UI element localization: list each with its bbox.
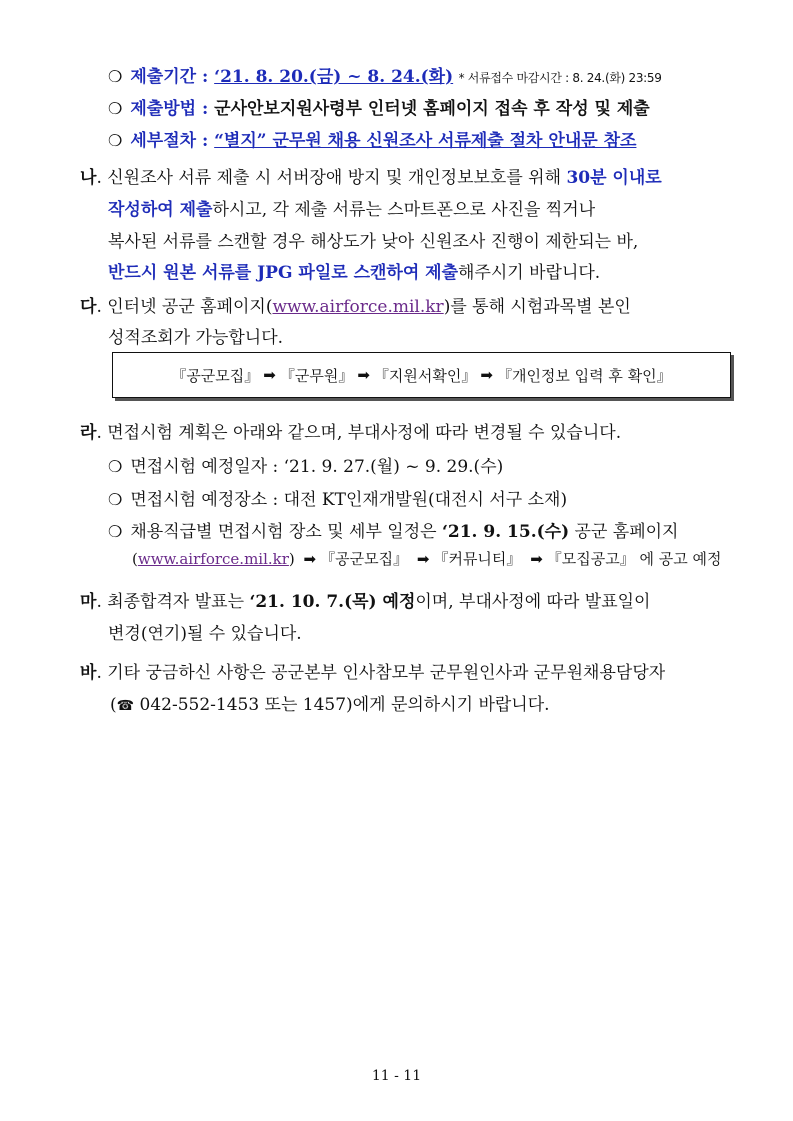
na-text-3: 복사된 서류를 스캔할 경우 해상도가 낮아 신원조사 진행이 제한되는 바, bbox=[108, 232, 639, 252]
na-text-4: 해주시기 바랍니다. bbox=[458, 263, 601, 283]
schedule-text-post: 공군 홈페이지 bbox=[569, 522, 679, 542]
section-marker-ra: 라 bbox=[80, 423, 97, 443]
ba-text-2: 042-552-1453 또는 1457)에게 문의하시기 바랍니다. bbox=[134, 695, 550, 715]
na-line-1 bbox=[80, 163, 662, 188]
section-marker-na: 나 bbox=[80, 168, 97, 188]
da-text-1-pre: . 인터넷 공군 홈페이지( bbox=[96, 297, 273, 317]
circle-bullet-icon: ❍ bbox=[108, 522, 123, 541]
detail-procedure-label: 세부절차 : bbox=[130, 131, 215, 151]
nav-step-community: 『커뮤니티』 bbox=[433, 550, 522, 568]
airforce-homepage-link[interactable]: www.airforce.mil.kr bbox=[272, 297, 444, 317]
na-bold-2: 작성하여 제출 bbox=[108, 200, 213, 220]
na-bold-1: 30분 이내로 bbox=[566, 168, 662, 188]
na-text-1: . 신원조사 서류 제출 시 서버장애 방지 및 개인정보보호를 위해 bbox=[96, 168, 567, 188]
interview-schedule-line bbox=[108, 517, 678, 542]
submission-method-value: 군사안보지원사령부 인터넷 홈페이지 접속 후 작성 및 제출 bbox=[214, 99, 650, 119]
navigation-path-box bbox=[112, 352, 731, 398]
na-line-4 bbox=[108, 258, 600, 283]
circle-bullet-icon: ❍ bbox=[108, 490, 123, 509]
nav-step-application-check: 『지원서확인』 bbox=[373, 366, 477, 385]
circle-bullet-icon: ❍ bbox=[108, 457, 123, 476]
circle-bullet-icon: ❍ bbox=[108, 131, 123, 150]
circle-bullet-icon: ❍ bbox=[108, 99, 123, 118]
da-text-2: 성적조회가 가능합니다. bbox=[108, 328, 284, 348]
interview-place-text: 면접시험 예정장소 : 대전 KT인재개발원(대전시 서구 소재) bbox=[130, 490, 568, 510]
right-arrow-icon: ➡ bbox=[480, 366, 493, 384]
ba-text-1: . 기타 궁금하신 사항은 공군본부 인사참모부 군무원인사과 군무원채용담당자 bbox=[96, 663, 666, 683]
submission-period-value: ‘21. 8. 20.(금) ~ 8. 24.(화) bbox=[214, 67, 454, 87]
da-line-1 bbox=[80, 292, 631, 317]
circle-bullet-icon: ❍ bbox=[108, 67, 123, 86]
ma-line-1 bbox=[80, 587, 650, 612]
nav-step-notice: 『모집공고』 bbox=[546, 550, 635, 568]
interview-place-line bbox=[108, 485, 567, 510]
schedule-text-pre: 채용직급별 면접시험 장소 및 세부 일정은 bbox=[130, 522, 442, 542]
nav-step-recruit-2: 『공군모집』 bbox=[320, 550, 409, 568]
right-arrow-icon: ➡ bbox=[303, 550, 317, 568]
detail-procedure-value: “별지” 군무원 채용 신원조사 서류제출 절차 안내문 참조 bbox=[214, 131, 637, 151]
submission-period-line bbox=[108, 62, 662, 87]
schedule-date: ‘21. 9. 15.(수) bbox=[441, 522, 570, 542]
right-arrow-icon: ➡ bbox=[263, 366, 276, 384]
ra-text-1: . 면접시험 계획은 아래와 같으며, 부대사정에 따라 변경될 수 있습니다. bbox=[96, 423, 622, 443]
nav-step-enter-info: 『개인정보 입력 후 확인』 bbox=[496, 366, 672, 385]
ma-text-pre: . 최종합격자 발표는 bbox=[96, 592, 250, 612]
schedule-l2-post: 에 공고 예정 bbox=[634, 550, 722, 568]
final-announcement-date: ‘21. 10. 7.(목) 예정 bbox=[249, 592, 416, 612]
na-line-2 bbox=[108, 195, 595, 220]
da-line-2 bbox=[108, 323, 283, 348]
page-number: 11 - 11 bbox=[371, 1068, 422, 1084]
detail-procedure-line bbox=[108, 126, 636, 151]
interview-date-line bbox=[108, 452, 503, 477]
na-line-3 bbox=[108, 227, 638, 252]
section-marker-ma: 마 bbox=[80, 592, 97, 612]
right-arrow-icon: ➡ bbox=[416, 550, 430, 568]
ma-line-2 bbox=[108, 619, 302, 644]
right-arrow-icon: ➡ bbox=[530, 550, 543, 568]
submission-method-label: 제출방법 : bbox=[130, 99, 215, 119]
airforce-homepage-link-2[interactable]: www.airforce.mil.kr bbox=[137, 550, 289, 568]
section-marker-da: 다 bbox=[80, 297, 97, 317]
section-marker-ba: 바 bbox=[80, 663, 97, 683]
ra-line-1 bbox=[80, 418, 621, 443]
phone-icon: ☎ bbox=[116, 698, 135, 714]
na-text-2: 하시고, 각 제출 서류는 스마트폰으로 사진을 찍거나 bbox=[212, 200, 596, 220]
da-text-1-post: )를 통해 시험과목별 본인 bbox=[443, 297, 631, 317]
submission-period-label: 제출기간 : bbox=[130, 67, 215, 87]
ba-line-2: (☎ 042-552-1453 또는 1457)에게 문의하시기 바랍니다. bbox=[110, 695, 550, 715]
deadline-note: * 서류접수 마감시간 : 8. 24.(화) 23:59 bbox=[458, 71, 662, 85]
interview-date-text: 면접시험 예정일자 : ‘21. 9. 27.(월) ~ 9. 29.(수) bbox=[130, 457, 504, 477]
interview-schedule-line-2: (www.airforce.mil.kr) ➡ 『공군모집』 ➡ 『커뮤니티』 ➡ 『모집공고』 에 공고 예정 bbox=[132, 550, 722, 568]
ba-line-1 bbox=[80, 658, 665, 683]
nav-step-civilian: 『군무원』 bbox=[279, 366, 354, 385]
ma-text-2: 변경(연기)될 수 있습니다. bbox=[108, 624, 302, 644]
ma-text-post: 이며, 부대사정에 따라 발표일이 bbox=[415, 592, 651, 612]
na-bold-4: 반드시 원본 서류를 JPG 파일로 스캔하여 제출 bbox=[108, 263, 459, 283]
right-arrow-icon: ➡ bbox=[357, 366, 370, 384]
nav-step-recruit: 『공군모집』 bbox=[171, 366, 260, 385]
submission-method-line bbox=[108, 94, 650, 119]
